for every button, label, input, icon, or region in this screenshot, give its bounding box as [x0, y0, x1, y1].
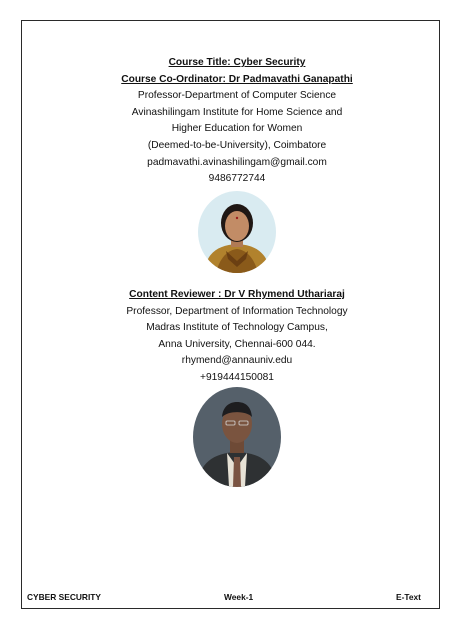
coordinator-designation: Professor-Department of Computer Science [137, 90, 337, 102]
coordinator-institute-line-2: Higher Education for Women [171, 123, 303, 135]
coordinator-email: padmavathi.avinashilingam@gmail.com [147, 156, 327, 168]
reviewer-email: rhymend@annauniv.edu [181, 355, 293, 367]
coordinator-phone: 9486772744 [208, 173, 266, 185]
reviewer-section [21, 287, 453, 387]
coordinator-heading: Course Co-Ordinator: Dr Padmavathi Ganapathi [121, 73, 353, 85]
reviewer-portrait-image [193, 387, 281, 487]
coordinator-photo [198, 191, 276, 273]
reviewer-designation: Professor, Department of Information Technology [126, 305, 348, 317]
footer-left: CYBER SECURITY [27, 592, 101, 602]
reviewer-photo [193, 387, 281, 487]
reviewer-heading: Content Reviewer : Dr V Rhymend Uthariaraj [129, 289, 345, 300]
coordinator-portrait-image [198, 191, 276, 273]
footer-center: Week-1 [224, 592, 254, 602]
coordinator-location: (Deemed-to-be-University), Coimbatore [147, 139, 327, 151]
reviewer-phone: +919444150081 [200, 371, 274, 383]
reviewer-location: Anna University, Chennai-600 044. [158, 338, 316, 350]
course-title: Course Title: Cyber Security [168, 57, 306, 68]
coordinator-section [21, 55, 453, 188]
footer-right: E-Text [396, 592, 421, 602]
reviewer-institute: Madras Institute of Technology Campus, [146, 322, 328, 334]
coordinator-institute-line-1: Avinashilingam Institute for Home Science and [131, 106, 343, 118]
